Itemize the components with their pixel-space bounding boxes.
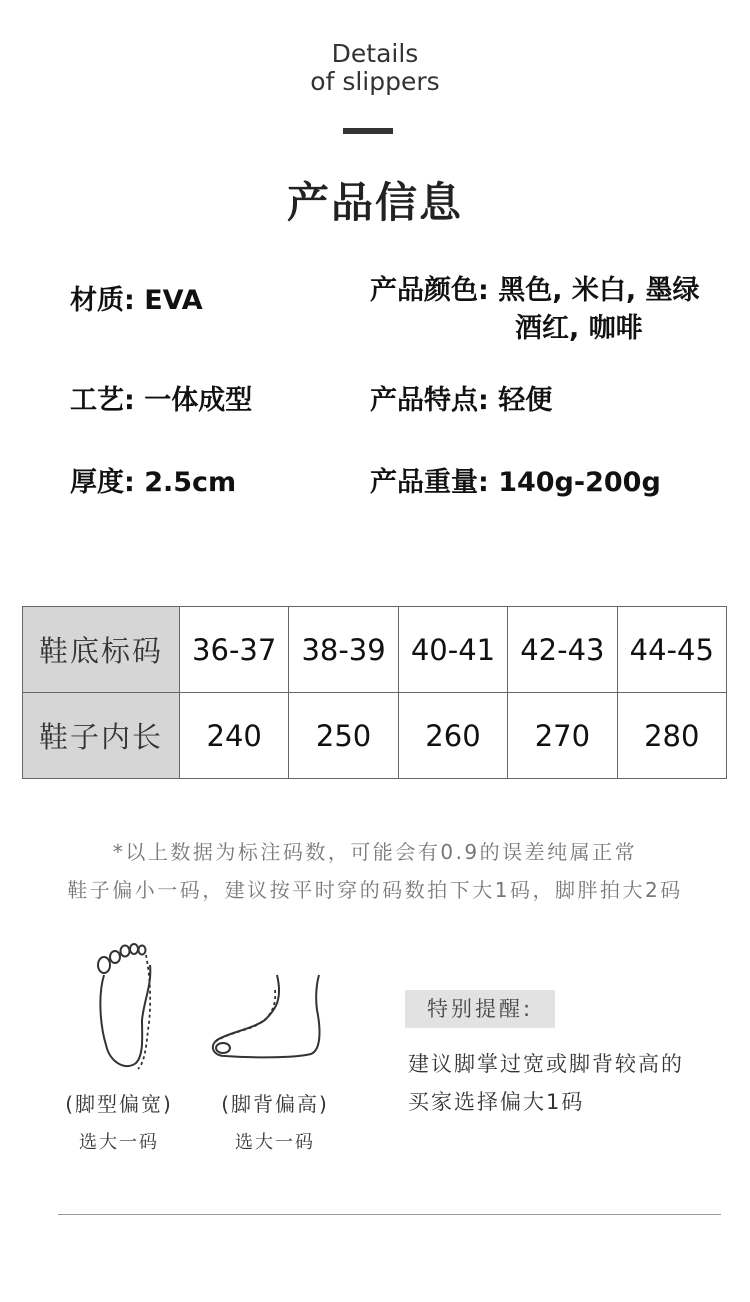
info-craft: 工艺: 一体成型 <box>70 385 253 416</box>
high-instep-label: (脚背偏高) <box>221 1092 329 1116</box>
high-instep-foot-icon <box>205 970 335 1065</box>
reminder-title: 特别提醒: <box>426 997 534 1021</box>
table-cell: 260 <box>398 693 507 779</box>
wide-foot-label: (脚型偏宽) <box>65 1092 173 1116</box>
info-colors-continued: 酒红, 咖啡 <box>515 313 643 344</box>
page-title: 产品信息 <box>286 178 463 227</box>
table-row-inner-length <box>23 693 727 779</box>
table-cell: 38-39 <box>289 607 398 693</box>
table-cell: 42-43 <box>508 607 617 693</box>
row-header-inner-length: 鞋子内长 <box>23 693 180 779</box>
header-line-1: Details <box>331 39 419 68</box>
header-line-2: of slippers <box>310 67 440 96</box>
reminder-line-2: 买家选择偏大1码 <box>408 1090 585 1114</box>
info-colors: 产品颜色: 黑色, 米白, 墨绿 <box>370 275 700 306</box>
info-feature: 产品特点: 轻便 <box>370 385 553 416</box>
table-cell: 40-41 <box>398 607 507 693</box>
table-cell: 250 <box>289 693 398 779</box>
table-cell: 280 <box>617 693 726 779</box>
table-cell: 44-45 <box>617 607 726 693</box>
note-line-1: *以上数据为标注码数，可能会有0.9的误差纯属正常 <box>112 840 638 864</box>
table-row-sole-size <box>23 607 727 693</box>
info-material: 材质: EVA <box>70 285 203 316</box>
note-line-2: 鞋子偏小一码，建议按平时穿的码数拍下大1码，脚胖拍大2码 <box>67 878 683 902</box>
table-cell: 240 <box>180 693 289 779</box>
info-thickness: 厚度: 2.5cm <box>70 467 237 498</box>
header-divider-bar <box>343 128 393 134</box>
wide-foot-sub: 选大一码 <box>79 1132 159 1153</box>
size-table <box>22 606 727 779</box>
row-header-sole-size: 鞋底标码 <box>23 607 180 693</box>
reminder-line-1: 建议脚掌过宽或脚背较高的 <box>408 1052 684 1076</box>
wide-foot-icon <box>90 935 160 1075</box>
table-cell: 270 <box>508 693 617 779</box>
bottom-divider <box>58 1214 721 1215</box>
high-instep-sub: 选大一码 <box>235 1132 315 1153</box>
info-weight: 产品重量: 140g-200g <box>370 467 661 498</box>
table-cell: 36-37 <box>180 607 289 693</box>
header-english <box>0 40 750 96</box>
